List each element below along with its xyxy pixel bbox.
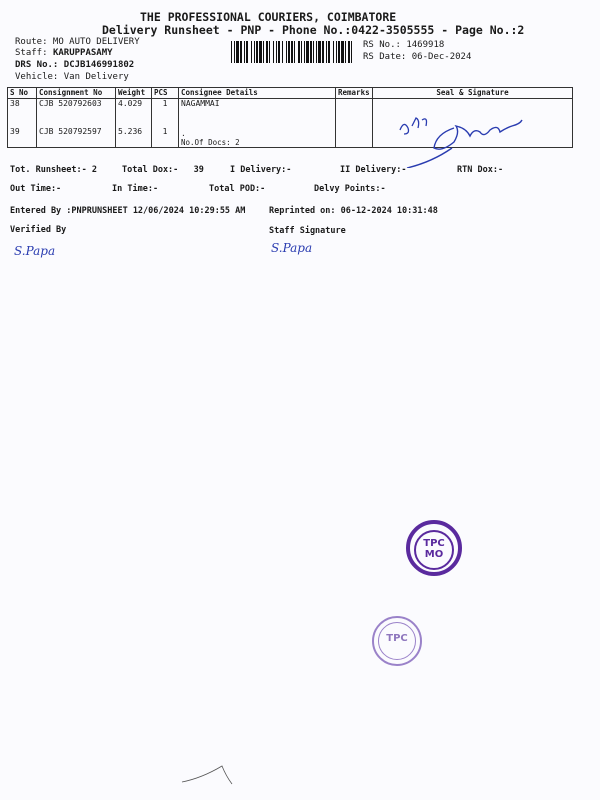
runsheet-subtitle: Delivery Runsheet - PNP - Phone No.:0422-3505555 - Page No.:2 xyxy=(102,23,525,37)
tpc-stamp-text: TPC xyxy=(386,633,408,644)
table-header-row xyxy=(8,88,573,99)
rtn-dox: RTN Dox:- xyxy=(457,165,504,175)
consignment-2: CJB 520792597 xyxy=(39,127,102,136)
company-title: THE PROFESSIONAL COURIERS, COIMBATORE xyxy=(140,10,397,24)
entered-by: Entered By :PNPRUNSHEET 12/06/2024 10:29:55 AM xyxy=(10,206,246,216)
staff-signature-label: Staff Signature xyxy=(269,226,346,236)
col-consignment: Consignment No xyxy=(37,88,116,99)
seal-signature-label: Seal & Signature xyxy=(436,88,509,97)
delvy-points: Delvy Points:- xyxy=(314,184,386,194)
out-time: Out Time:- xyxy=(10,184,62,194)
handwritten-signature xyxy=(392,108,552,168)
sno-39: 39 xyxy=(10,127,20,136)
consignment-1: CJB 520792603 xyxy=(39,99,102,108)
tpc-mo-stamp xyxy=(406,520,462,576)
staff-label: Staff: xyxy=(15,48,48,58)
sno-cell xyxy=(8,99,37,148)
consignee-name: NAGAMMAI xyxy=(181,99,220,108)
col-weight: Weight xyxy=(116,88,152,99)
staff-name: KARUPPASAMY xyxy=(52,48,113,58)
pen-mark xyxy=(180,760,260,790)
col-remarks: Remarks xyxy=(336,88,373,99)
rs-number: RS No.: 1469918 xyxy=(363,40,445,50)
barcode-image xyxy=(231,41,355,63)
consignee-dot: . xyxy=(181,129,186,138)
drs-line xyxy=(15,60,134,70)
col-seal-signature xyxy=(373,88,573,99)
pcs-cell xyxy=(152,99,179,148)
in-time: In Time:- xyxy=(112,184,159,194)
tpc-mo-stamp-text: TPC MO xyxy=(423,538,445,560)
verified-signature: S.Papa xyxy=(14,244,56,258)
tot-runsheet: Tot. Runsheet:- 2 xyxy=(10,165,97,175)
staff-line xyxy=(15,48,113,58)
drs-label: DRS No.: xyxy=(15,60,59,70)
consignment-cell xyxy=(37,99,116,148)
col-pcs: PCS xyxy=(152,88,179,99)
i-delivery: I Delivery:- xyxy=(230,165,292,175)
total-pod: Total POD:- xyxy=(209,184,266,194)
drs-number: DCJB146991802 xyxy=(63,60,135,70)
col-consignee: Consignee Details xyxy=(179,88,336,99)
staff-signature: S.Papa xyxy=(271,241,313,255)
vehicle-line: Vehicle: Van Delivery xyxy=(15,72,129,82)
pcs-1: 1 xyxy=(162,99,168,108)
rs-date: RS Date: 06-Dec-2024 xyxy=(363,52,472,62)
docs-count: No.Of Docs: 2 xyxy=(181,138,240,147)
pcs-2: 1 xyxy=(162,127,168,136)
verified-by-label: Verified By xyxy=(10,225,67,235)
reprinted-on: Reprinted on: 06-12-2024 10:31:48 xyxy=(269,206,438,216)
weight-2: 5.236 xyxy=(118,127,143,136)
sno-38: 38 xyxy=(10,99,20,108)
weight-1: 4.029 xyxy=(118,99,143,108)
ii-delivery: II Delivery:- xyxy=(340,165,407,175)
tpc-stamp xyxy=(372,616,422,666)
total-dox: Total Dox:- 39 xyxy=(122,165,204,175)
remarks-cell xyxy=(336,99,373,148)
col-sno: S No xyxy=(8,88,37,99)
weight-cell xyxy=(116,99,152,148)
consignee-cell xyxy=(179,99,336,148)
route-line: Route: MO AUTO DELIVERY xyxy=(15,37,140,47)
